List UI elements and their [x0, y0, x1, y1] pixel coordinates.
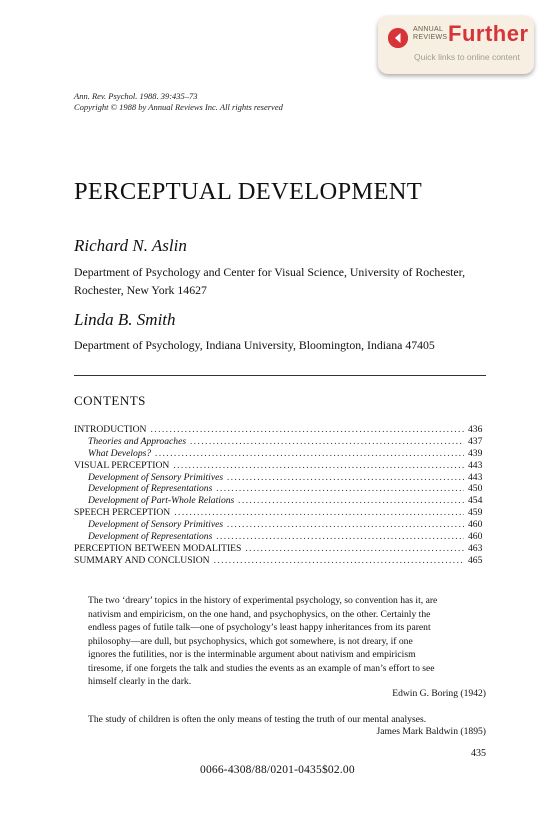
author-name: Linda B. Smith — [74, 310, 176, 329]
article-code: 0066-4308/88/0201-0435$02.00 — [200, 764, 355, 776]
toc-label: SPEECH PERCEPTION — [74, 507, 171, 519]
epigraph-line: himself clearly in the dark. — [88, 676, 192, 687]
toc-page: 459 — [468, 507, 483, 519]
toc-label: What Develops? — [88, 447, 152, 459]
toc-leader — [216, 483, 464, 495]
toc-label: Theories and Approaches — [88, 435, 187, 447]
further-label: Further — [448, 21, 529, 46]
epigraph-attribution: James Mark Baldwin (1895) — [376, 726, 486, 737]
epigraph-boring — [88, 594, 486, 689]
epigraph-line: ignores the futilities, nor is the interminable argument about nativism and empiricism — [88, 649, 416, 660]
toc-label: Development of Part-Whole Relations — [88, 495, 235, 507]
epigraph-attribution: Edwin G. Boring (1942) — [392, 688, 486, 699]
epigraph-line: tiresome, if one forgets the talk and studies the events as an example of man’s effort to see — [88, 662, 435, 674]
toc-page: 436 — [468, 424, 483, 435]
toc-subentry[interactable] — [74, 495, 486, 507]
copyright-line: Copyright © 1988 by Annual Reviews Inc. All rights reserved — [74, 102, 283, 112]
toc-entry[interactable] — [74, 507, 486, 519]
play-icon — [388, 28, 408, 48]
annual-reviews-further-badge[interactable] — [378, 16, 534, 74]
toc-page: 437 — [468, 435, 483, 447]
toc-leader — [190, 436, 464, 448]
section-divider — [74, 375, 486, 376]
toc-entry[interactable] — [74, 424, 486, 436]
author-name: Richard N. Aslin — [74, 236, 187, 255]
toc-label: VISUAL PERCEPTION — [74, 459, 170, 471]
toc-page: 450 — [468, 483, 483, 495]
author-affiliation — [74, 263, 494, 299]
toc-label: Development of Sensory Primitives — [88, 471, 224, 483]
contents-heading: CONTENTS — [74, 393, 146, 408]
epigraph-line: philosophy—are dull, but psychophysics, which got somewhere, is not dreary, if one — [88, 635, 413, 647]
toc-leader — [174, 507, 464, 519]
toc-subentry[interactable] — [74, 531, 486, 543]
toc-entry[interactable] — [74, 543, 486, 555]
toc-page: 454 — [468, 495, 483, 507]
toc-leader — [227, 472, 464, 484]
epigraph-line: The two ‘dreary’ topics in the history of experimental psychology, so convention has it, are — [88, 595, 438, 606]
toc-label: Development of Representations — [88, 483, 213, 495]
quick-links-label: Quick links to online content — [414, 52, 520, 62]
epigraph-line: endless pages of futile talk—one of psychology’s least happy inheritances from its parent — [88, 622, 431, 633]
toc-leader — [155, 448, 464, 460]
citation-line: Ann. Rev. Psychol. 1988. 39:435–73 — [74, 91, 198, 101]
toc-subentry[interactable] — [74, 448, 486, 460]
toc-leader — [150, 424, 464, 436]
toc-page: 439 — [468, 447, 483, 459]
toc-subentry[interactable] — [74, 483, 486, 495]
toc-label: SUMMARY AND CONCLUSION — [74, 554, 210, 566]
toc-subentry[interactable] — [74, 519, 486, 531]
author-affiliation — [74, 336, 494, 354]
epigraph-baldwin: The study of children is often the only means of testing the truth of our mental analyses. — [88, 714, 427, 725]
affiliation-line: Department of Psychology and Center for Visual Science, University of Rochester, — [74, 265, 466, 279]
toc-leader — [214, 555, 464, 567]
toc-page: 460 — [468, 519, 483, 531]
toc-leader — [173, 460, 464, 472]
toc-entry[interactable] — [74, 555, 486, 567]
toc-subentry[interactable] — [74, 436, 486, 448]
toc-page: 443 — [468, 471, 483, 483]
annual-reviews-logo-text — [413, 26, 447, 42]
toc-leader — [216, 531, 464, 543]
page-number: 435 — [471, 748, 486, 759]
toc-label: Development of Representations — [88, 531, 213, 543]
epigraph-line: nativism and empiricism, on the one hand, and psychophysics, on the other. Certainly the — [88, 608, 431, 620]
badge-line2: REVIEWS — [413, 34, 448, 41]
badge-line1: ANNUAL — [413, 26, 444, 33]
toc-page: 443 — [468, 459, 483, 471]
toc-leader — [245, 543, 464, 555]
toc-leader — [238, 495, 464, 507]
toc-page: 460 — [468, 531, 483, 543]
affiliation-line: Rochester, New York 14627 — [74, 283, 207, 297]
table-of-contents — [74, 424, 486, 567]
toc-page: 465 — [468, 554, 483, 566]
toc-label: Development of Sensory Primitives — [88, 519, 224, 531]
toc-label: PERCEPTION BETWEEN MODALITIES — [74, 542, 242, 554]
toc-page: 463 — [468, 542, 483, 554]
affiliation-line: Department of Psychology, Indiana University, Bloomington, Indiana 47405 — [74, 338, 435, 352]
article-title: PERCEPTUAL DEVELOPMENT — [74, 178, 423, 205]
toc-leader — [227, 519, 464, 531]
toc-entry[interactable] — [74, 460, 486, 472]
toc-subentry[interactable] — [74, 472, 486, 484]
toc-label: INTRODUCTION — [74, 424, 147, 435]
